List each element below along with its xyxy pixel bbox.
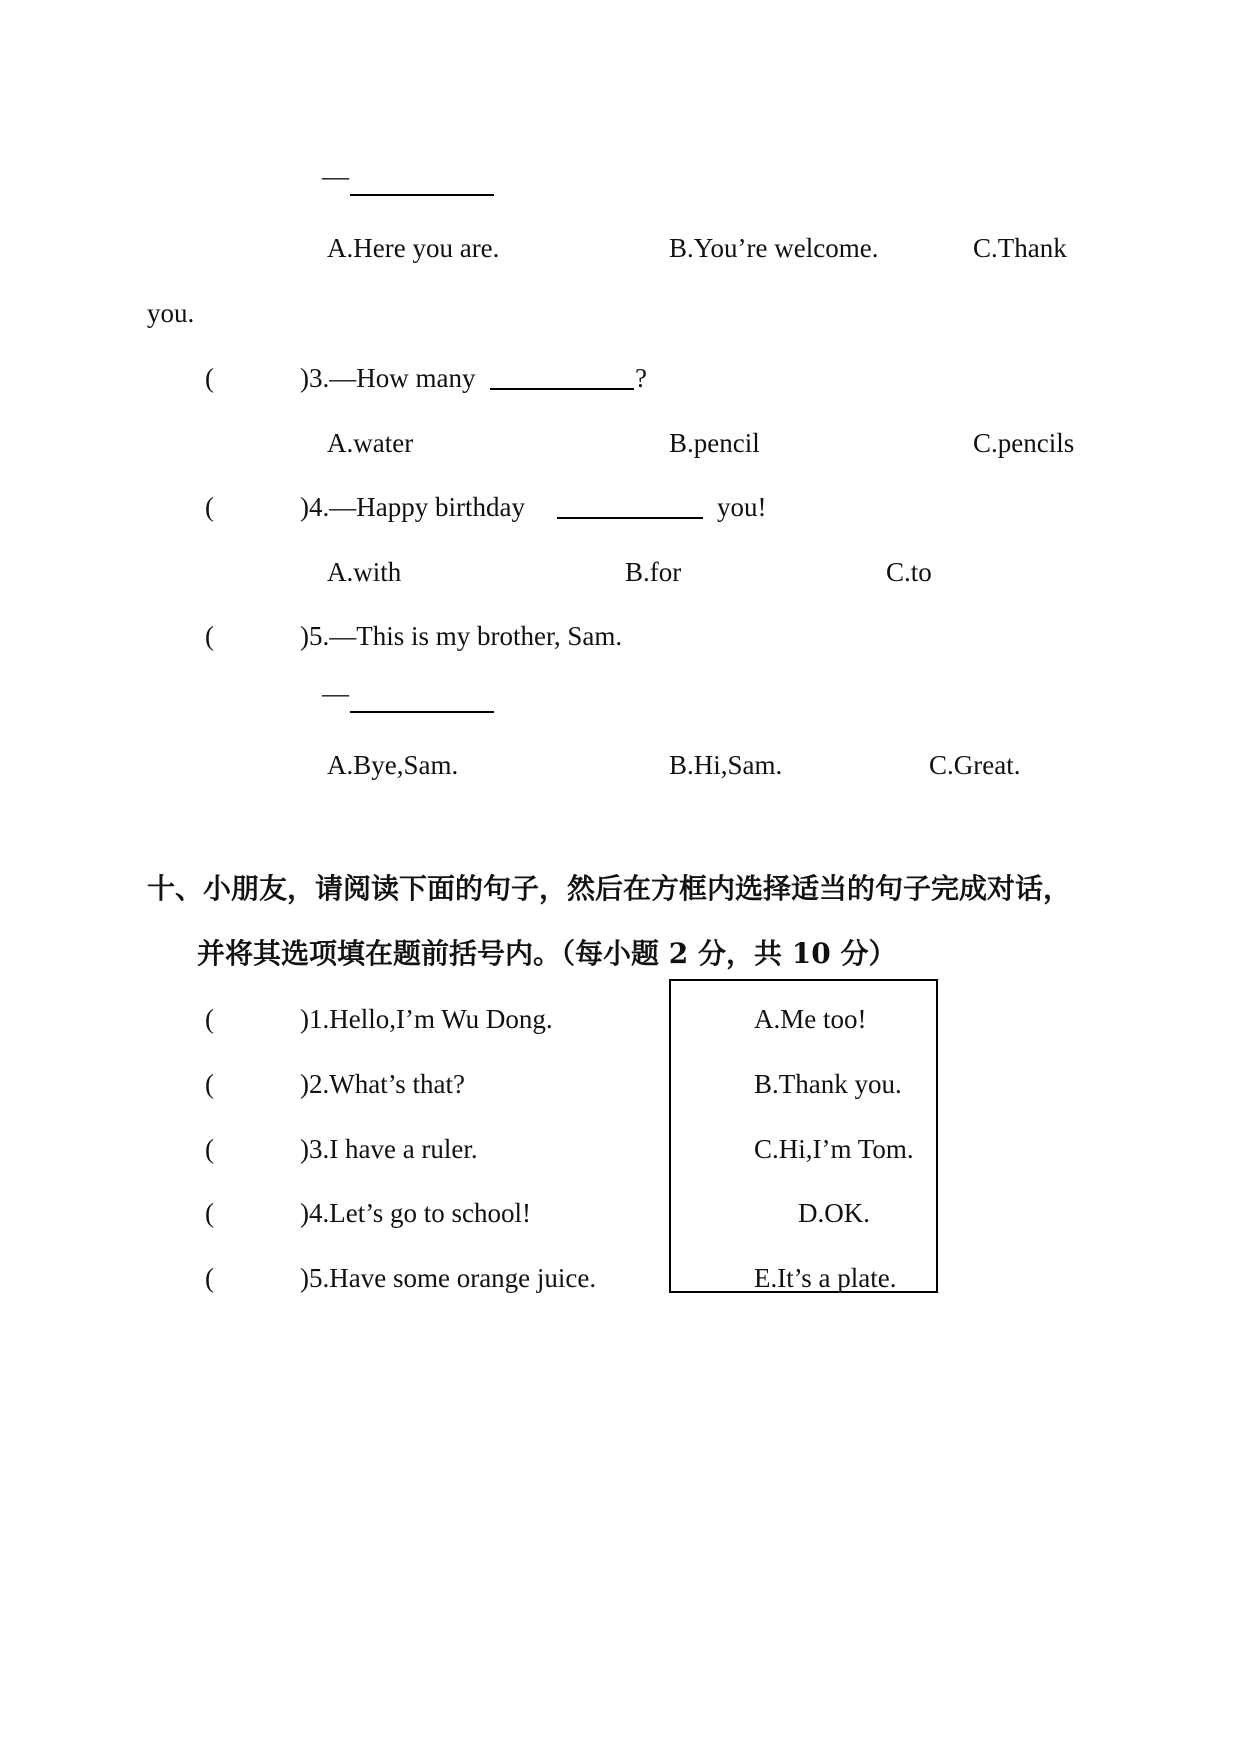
q5-option-b: B.Hi,Sam.: [669, 750, 783, 780]
q3-option-a: A.water: [327, 428, 414, 458]
option-d: D.OK.: [798, 1198, 870, 1228]
section-10-heading-line2: 并将其选项填在题前括号内。（每小题 2 分，共 10 分）: [197, 937, 897, 970]
q4-answer-paren: (: [205, 492, 214, 522]
s10-q4-text: )4.Let’s go to school!: [300, 1198, 531, 1228]
q4-stem-end: you!: [717, 492, 767, 522]
q4-stem: )4.—Happy birthday: [300, 492, 525, 522]
q4-option-b: B.for: [625, 557, 682, 587]
s10-q3-text: )3.I have a ruler.: [300, 1134, 478, 1164]
q5-answer-paren: (: [205, 621, 214, 651]
q2-option-c-wrap: you.: [147, 298, 195, 328]
option-b: B.Thank you.: [754, 1069, 902, 1099]
option-e: E.It’s a plate.: [754, 1263, 897, 1293]
q2-option-a: A.Here you are.: [327, 233, 500, 263]
s10-q2-text: )2.What’s that?: [300, 1069, 465, 1099]
q3-option-c: C.pencils: [973, 428, 1075, 458]
q5-answer-blank: [350, 711, 494, 713]
q5-option-c: C.Great.: [929, 750, 1021, 780]
q3-option-b: B.pencil: [669, 428, 760, 458]
q3-blank: [490, 388, 634, 390]
q2-option-b: B.You’re welcome.: [669, 233, 879, 263]
q5-answer-dash: —: [322, 678, 349, 708]
q3-answer-paren: (: [205, 363, 214, 393]
section-10-heading-line1: 十、小朋友，请阅读下面的句子，然后在方框内选择适当的句子完成对话，: [147, 872, 1072, 905]
option-c: C.Hi,I’m Tom.: [754, 1134, 914, 1164]
s10-q4-paren: (: [205, 1198, 214, 1228]
q2-answer-blank: [350, 194, 494, 196]
q5-stem: )5.—This is my brother, Sam.: [300, 621, 623, 651]
s10-q2-paren: (: [205, 1069, 214, 1099]
q2-option-c: C.Thank: [973, 233, 1067, 263]
s10-q5-paren: (: [205, 1263, 214, 1293]
s10-q1-paren: (: [205, 1004, 214, 1034]
q4-blank: [557, 517, 703, 519]
q3-stem: )3.—How many: [300, 363, 476, 393]
s10-q5-text: )5.Have some orange juice.: [300, 1263, 597, 1293]
q4-option-c: C.to: [886, 557, 932, 587]
q3-stem-end: ?: [635, 363, 647, 393]
q2-answer-dash: —: [322, 161, 349, 191]
option-a: A.Me too!: [754, 1004, 867, 1034]
s10-q1-text: )1.Hello,I’m Wu Dong.: [300, 1004, 553, 1034]
q5-option-a: A.Bye,Sam.: [327, 750, 459, 780]
q4-option-a: A.with: [327, 557, 402, 587]
s10-q3-paren: (: [205, 1134, 214, 1164]
